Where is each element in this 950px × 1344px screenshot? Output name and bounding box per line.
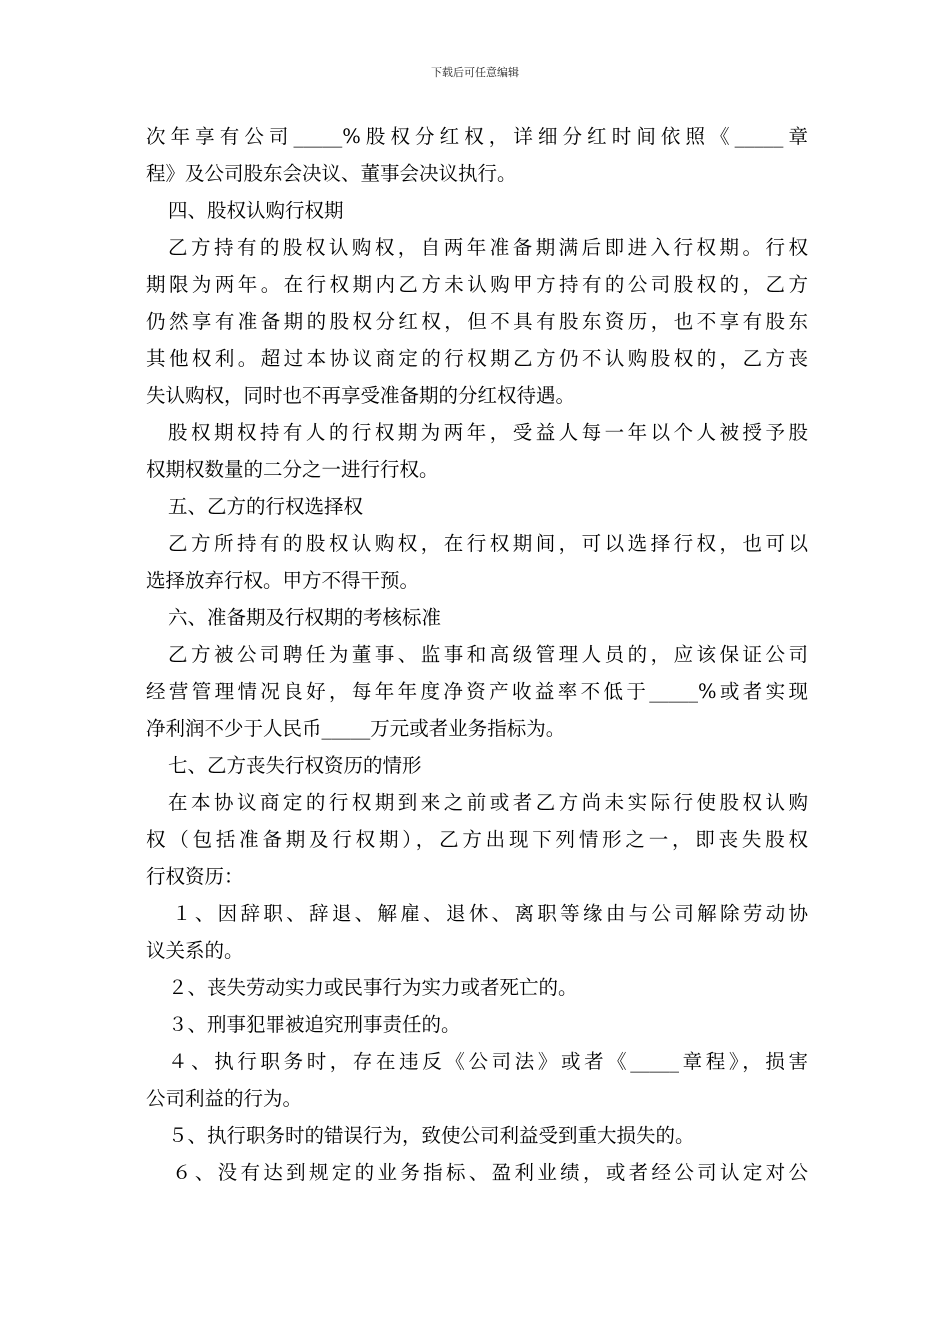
text-line: 其他权利。超过本协议商定的行权期乙方仍不认购股权的，乙方丧: [146, 347, 808, 370]
text-line: 在本协议商定的行权期到来之前或者乙方尚未实际行使股权认购: [168, 791, 808, 814]
text-line: 行权资历：: [146, 865, 244, 888]
text-line: 失认购权，同时也不再享受准备期的分红权待遇。: [146, 384, 576, 407]
text-line: ４、执行职务时，存在违反《公司法》或者《_____章程》，损害: [168, 1050, 808, 1073]
text-line: 乙方被公司聘任为董事、监事和高级管理人员的，应该保证公司: [168, 643, 808, 666]
text-line: 四、股权认购行权期: [168, 199, 344, 222]
text-line: 七、乙方丧失行权资历的情形: [168, 754, 422, 777]
text-line: 程》及公司股东会决议、董事会决议执行。: [146, 162, 517, 185]
text-line: ６、没有达到规定的业务指标、盈利业绩，或者经公司认定对公: [172, 1161, 808, 1184]
text-line: １、因辞职、辞退、解雇、退休、离职等缘由与公司解除劳动协: [172, 902, 808, 925]
text-line: 六、准备期及行权期的考核标准: [168, 606, 442, 629]
page-header: 下载后可任意编辑: [431, 66, 519, 79]
text-line: 仍然享有准备期的股权分红权，但不具有股东资历，也不享有股东: [146, 310, 808, 333]
text-line: 议关系的。: [146, 939, 244, 962]
document-body: [146, 118, 808, 1191]
text-line: 经营管理情况良好，每年年度净资产收益率不低于_____%或者实现: [146, 680, 808, 703]
text-line: 期限为两年。在行权期内乙方未认购甲方持有的公司股权的，乙方: [146, 273, 808, 296]
text-line: 乙方持有的股权认购权，自两年准备期满后即进入行权期。行权: [168, 236, 808, 259]
text-line: 权（包括准备期及行权期），乙方出现下列情形之一，即丧失股权: [146, 828, 808, 851]
text-line: ５、执行职务时的错误行为，致使公司利益受到重大损失的。: [168, 1124, 695, 1147]
text-line: 股权期权持有人的行权期为两年，受益人每一年以个人被授予股: [168, 421, 808, 444]
text-line: 权期权数量的二分之一进行行权。: [146, 458, 439, 481]
text-line: 五、乙方的行权选择权: [168, 495, 364, 518]
text-line: 乙方所持有的股权认购权，在行权期间，可以选择行权，也可以: [168, 532, 808, 555]
text-line: ２、丧失劳动实力或民事行为实力或者死亡的。: [168, 976, 578, 999]
text-line: 净利润不少于人民币_____万元或者业务指标为。: [146, 717, 566, 740]
text-line: 次年享有公司_____%股权分红权，详细分红时间依照《_____章: [146, 125, 808, 148]
text-line: 公司利益的行为。: [146, 1087, 303, 1110]
text-line: ３、刑事犯罪被追究刑事责任的。: [168, 1013, 461, 1036]
text-line: 选择放弃行权。甲方不得干预。: [146, 569, 420, 592]
